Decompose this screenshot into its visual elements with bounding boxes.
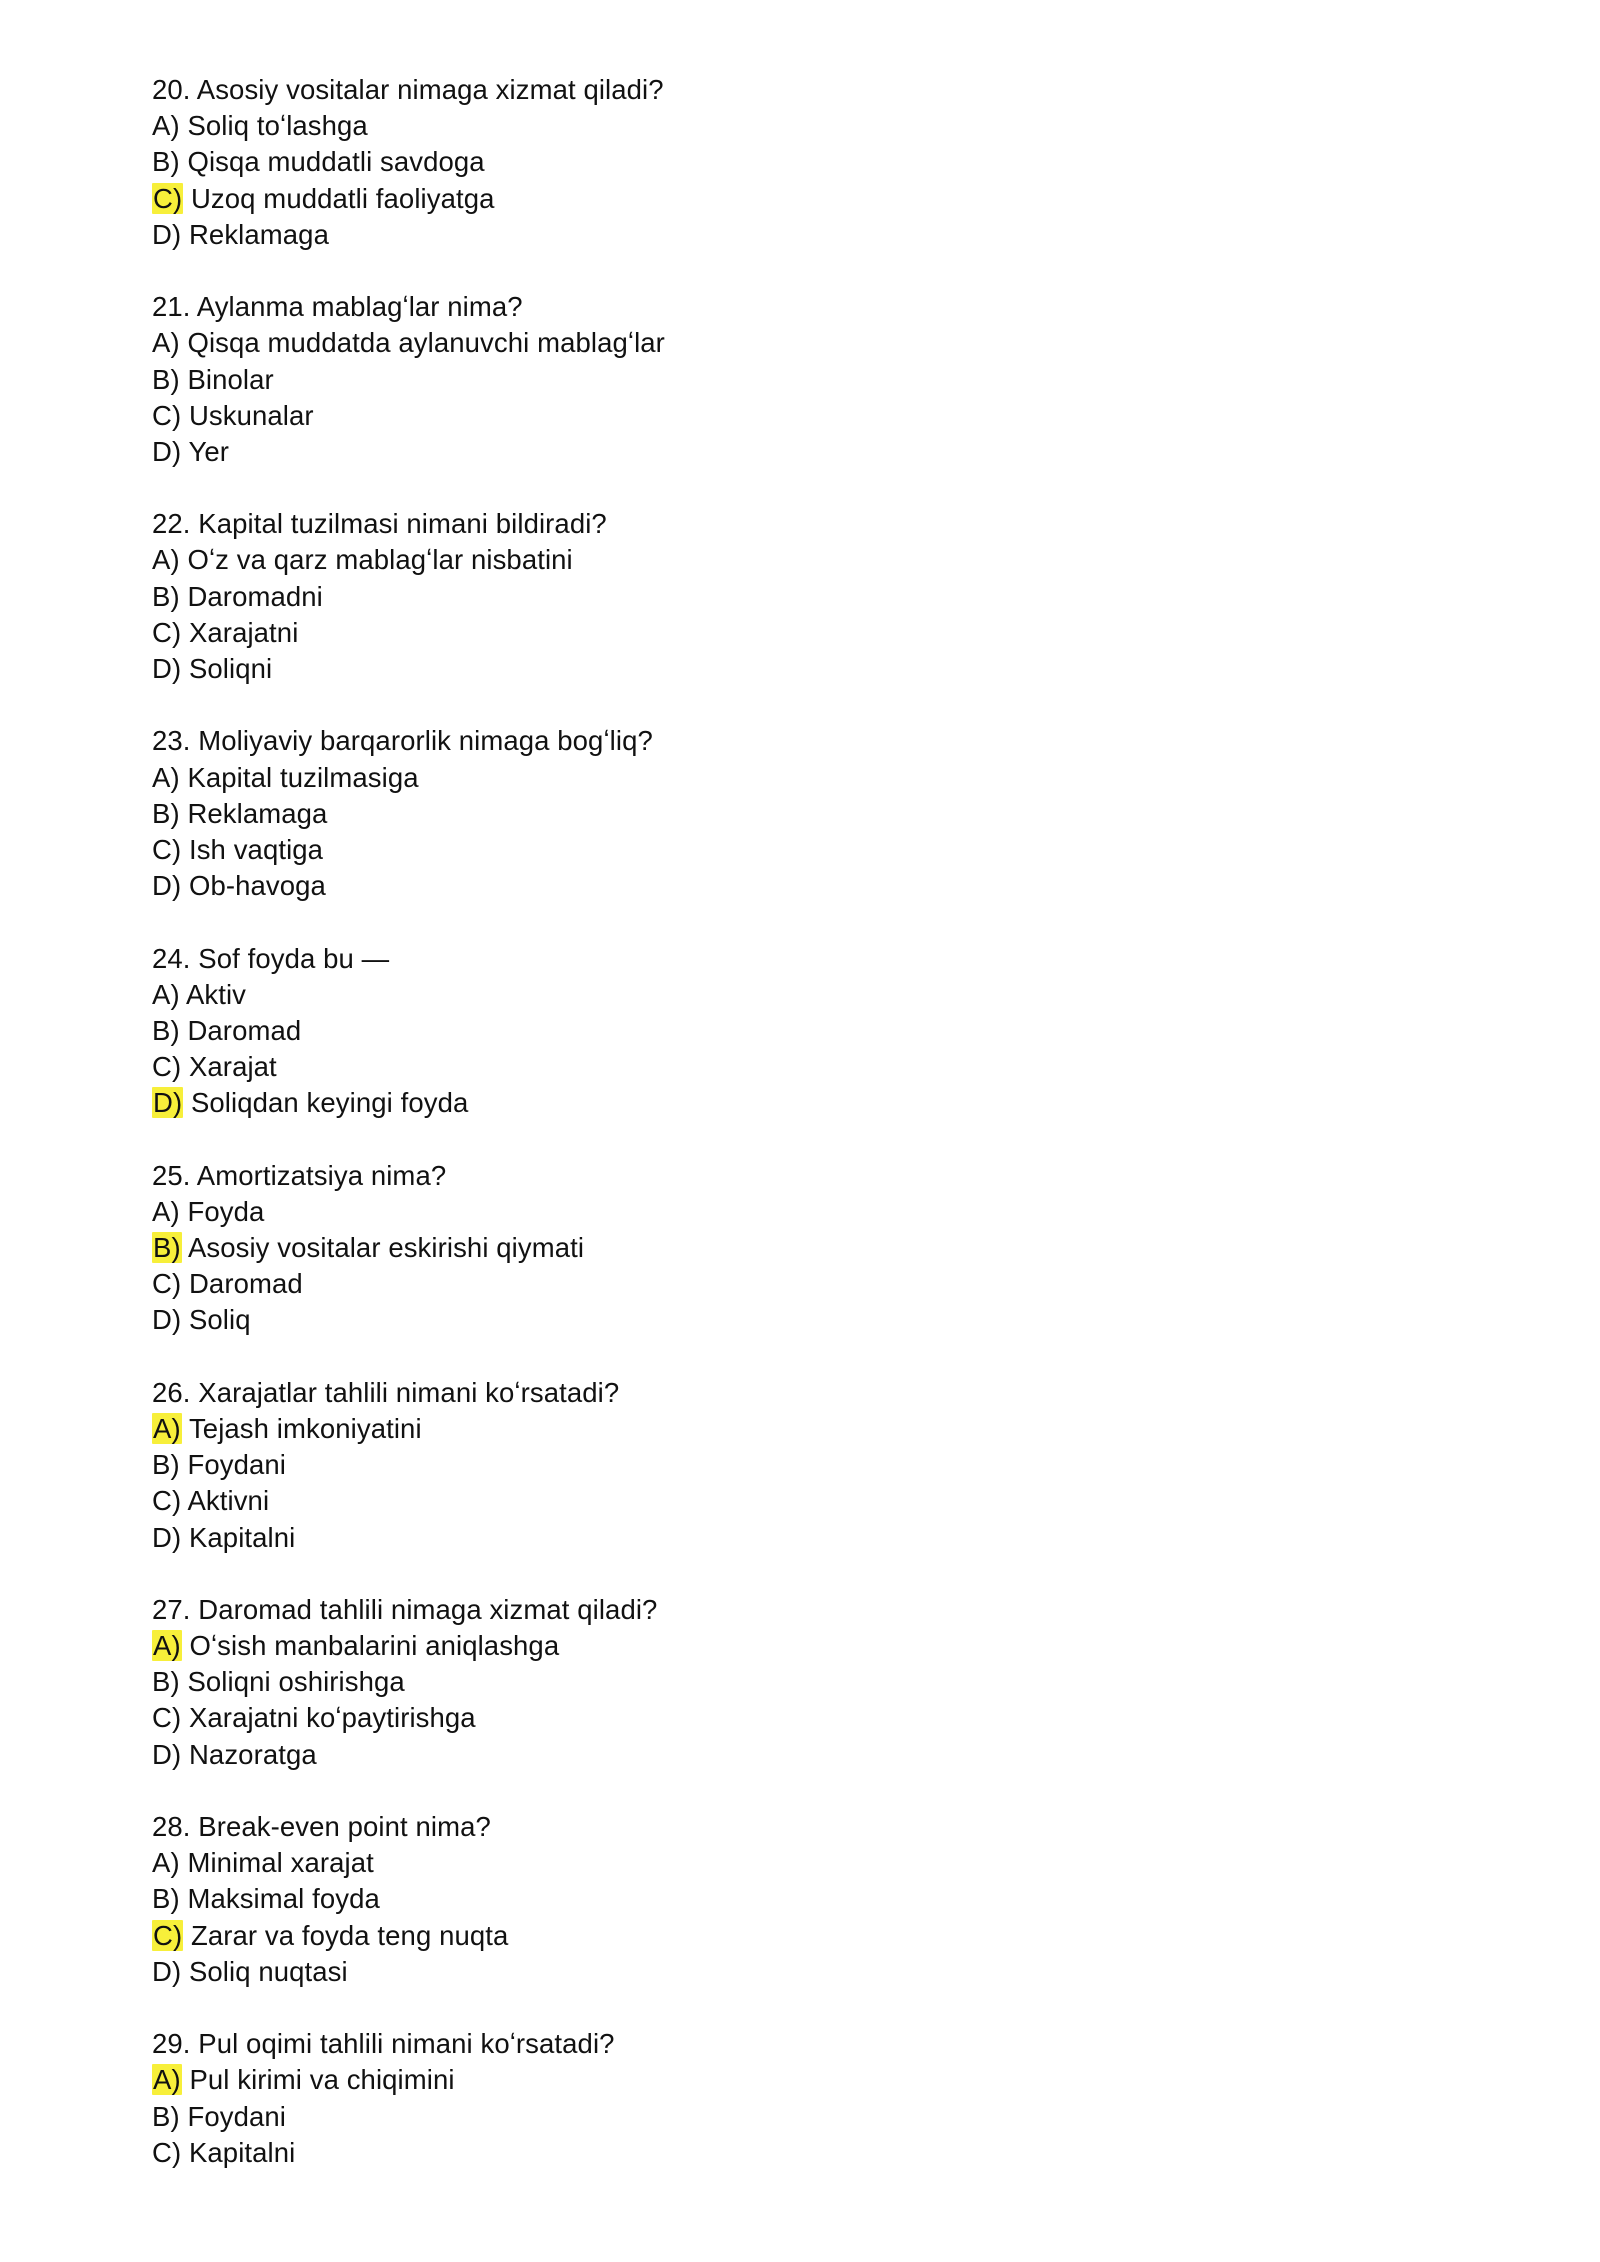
answer-letter: B) [152, 1883, 180, 1915]
answer-text: Soliqni [188, 653, 273, 684]
answer-option [152, 832, 1452, 868]
question-text: 28. Break-even point nima? [152, 1811, 491, 1842]
question-block [152, 72, 1452, 253]
answer-text: Ob-havoga [188, 870, 326, 902]
answer-letter: D) [152, 1521, 182, 1553]
answer-text: Yer [188, 435, 230, 467]
answer-letter: D) [152, 1304, 182, 1336]
answer-text: Soliq toʻlashga [187, 110, 368, 142]
answer-text: Soliq nuqtasi [188, 1955, 348, 1987]
question-text: 22. Kapital tuzilmasi nimani bildiradi? [152, 508, 607, 540]
question-text: 24. Sof foyda bu — [152, 942, 390, 974]
answer-option [152, 1520, 1452, 1556]
answer-text: Soliq [188, 1304, 251, 1336]
answer-option [152, 1628, 1452, 1664]
question-block [152, 289, 1452, 470]
answer-option [152, 1194, 1452, 1230]
answer-text: Aktivni [187, 1485, 270, 1517]
answer-letter: B) [152, 146, 180, 178]
answer-option [152, 542, 1452, 578]
answer-letter-highlighted: C) [153, 182, 183, 214]
answer-text: Aktiv [185, 978, 247, 1010]
answer-option [152, 1085, 1452, 1121]
question-block [152, 1592, 1452, 1773]
question-text: 27. Daromad tahlili nimaga xizmat qiladi? [152, 1593, 658, 1625]
question-block [152, 2026, 1452, 2171]
question-text: 26. Xarajatlar tahlili nimani koʻrsatadi? [152, 1376, 620, 1408]
answer-option [152, 2099, 1452, 2135]
question-block [152, 506, 1452, 687]
answer-option [152, 760, 1452, 796]
answer-option [152, 1411, 1452, 1447]
answer-letter: B) [152, 2100, 180, 2132]
answer-text: Foyda [187, 1195, 265, 1227]
answer-letter: B) [152, 1449, 180, 1481]
answer-option [152, 1483, 1452, 1519]
answer-letter: C) [152, 833, 182, 865]
answer-text: Daromad [188, 1268, 303, 1300]
answer-option [152, 1881, 1452, 1917]
answer-option [152, 1700, 1452, 1736]
answer-letter: B) [152, 580, 180, 612]
answer-text: Daromad [187, 1014, 302, 1046]
answer-letter: B) [152, 797, 180, 829]
answer-letter: D) [152, 435, 182, 467]
answer-option [152, 144, 1452, 180]
answer-letter: A) [152, 761, 180, 793]
answer-letter: D) [152, 218, 182, 250]
answer-text: Asosiy vositalar eskirishi qiymati [187, 1232, 585, 1263]
answer-letter: C) [152, 399, 182, 431]
answer-option [152, 181, 1452, 217]
document-page [152, 72, 1452, 2207]
answer-letter: C) [152, 616, 182, 648]
answer-option [152, 796, 1452, 832]
answer-option [152, 398, 1452, 434]
answer-text: Oʻsish manbalarini aniqlashga [189, 1630, 560, 1662]
answer-letter-highlighted: A) [153, 2064, 181, 2096]
answer-text: Minimal xarajat [187, 1847, 374, 1879]
answer-option [152, 1737, 1452, 1773]
answer-letter: A) [152, 1195, 180, 1227]
answer-text: Xarajat [188, 1051, 277, 1083]
answer-letter: A) [152, 327, 180, 359]
answer-text: Zarar va foyda teng nuqta [190, 1919, 509, 1951]
answer-letter-highlighted: C) [153, 1919, 183, 1951]
answer-option [152, 1664, 1452, 1700]
answer-option [152, 1013, 1452, 1049]
answer-option [152, 217, 1452, 253]
answer-letter: C) [152, 1702, 182, 1734]
answer-option [152, 1302, 1452, 1338]
question-block [152, 941, 1452, 1122]
answer-text: Oʻz va qarz mablagʻlar nisbatini [187, 544, 573, 576]
answer-letter: B) [152, 1666, 180, 1698]
question-text: 25. Amortizatsiya nima? [152, 1159, 447, 1191]
question-block [152, 723, 1452, 904]
answer-text: Nazoratga [188, 1738, 317, 1770]
answer-letter: A) [152, 1847, 180, 1879]
question-block [152, 1375, 1452, 1556]
answer-option [152, 325, 1452, 361]
answer-option [152, 868, 1452, 904]
answer-text: Kapitalni [188, 2136, 296, 2168]
answer-text: Binolar [187, 363, 274, 395]
question-block [152, 1158, 1452, 1339]
answer-option [152, 434, 1452, 470]
answer-option [152, 977, 1452, 1013]
question-text: 23. Moliyaviy barqarorlik nimaga bogʻliq? [152, 725, 653, 757]
answer-option [152, 362, 1452, 398]
answer-option [152, 1447, 1452, 1483]
answer-letter-highlighted: A) [153, 1412, 181, 1444]
answer-option [152, 615, 1452, 651]
answer-text: Uzoq muddatli faoliyatga [190, 182, 495, 214]
answer-text: Soliqdan keyingi foyda [190, 1087, 469, 1119]
answer-letter: C) [152, 1485, 182, 1517]
answer-text: Xarajatni [188, 616, 299, 648]
answer-text: Soliqni oshirishga [187, 1666, 405, 1698]
answer-letter: A) [152, 978, 180, 1010]
answer-option [152, 1918, 1452, 1954]
answer-letter: C) [152, 2136, 182, 2168]
answer-letter-highlighted: D) [153, 1087, 183, 1119]
answer-letter-highlighted: A) [153, 1630, 181, 1662]
question-text: 21. Aylanma mablagʻlar nima? [152, 291, 523, 323]
answer-text: Maksimal foyda [187, 1883, 380, 1915]
answer-text: Foydani [187, 2100, 286, 2132]
answer-letter: D) [152, 653, 182, 684]
answer-text: Uskunalar [188, 399, 314, 431]
answer-option [152, 1230, 1452, 1266]
answer-text: Ish vaqtiga [188, 833, 324, 865]
answer-text: Tejash imkoniyatini [188, 1412, 422, 1444]
answer-letter: C) [152, 1051, 182, 1083]
answer-letter: D) [152, 870, 182, 902]
answer-option [152, 579, 1452, 615]
answer-letter: A) [152, 544, 180, 576]
answer-text: Qisqa muddatda aylanuvchi mablagʻlar [187, 327, 665, 359]
question-text: 29. Pul oqimi tahlili nimani koʻrsatadi? [152, 2028, 615, 2060]
answer-option [152, 108, 1452, 144]
answer-text: Xarajatni koʻpaytirishga [188, 1702, 476, 1734]
answer-letter: D) [152, 1738, 182, 1770]
answer-option [152, 651, 1452, 687]
answer-option [152, 1845, 1452, 1881]
answer-text: Kapitalni [188, 1521, 296, 1553]
answer-text: Daromadni [187, 580, 323, 612]
answer-letter: B) [152, 363, 180, 395]
answer-option [152, 1954, 1452, 1990]
answer-text: Foydani [187, 1449, 286, 1481]
answer-option [152, 2062, 1452, 2098]
question-text: 20. Asosiy vositalar nimaga xizmat qiladi? [152, 74, 664, 105]
question-block [152, 1809, 1452, 1990]
answer-option [152, 1266, 1452, 1302]
answer-text: Qisqa muddatli savdoga [187, 146, 485, 178]
answer-letter-highlighted: B) [153, 1232, 181, 1263]
answer-letter: C) [152, 1268, 182, 1300]
answer-option [152, 1049, 1452, 1085]
answer-text: Pul kirimi va chiqimini [189, 2064, 455, 2096]
answer-letter: D) [152, 1955, 182, 1987]
answer-text: Kapital tuzilmasiga [187, 761, 419, 793]
answer-text: Reklamaga [188, 218, 329, 250]
answer-option [152, 2135, 1452, 2171]
answer-letter: A) [152, 110, 180, 142]
answer-letter: B) [152, 1014, 180, 1046]
answer-text: Reklamaga [187, 797, 328, 829]
